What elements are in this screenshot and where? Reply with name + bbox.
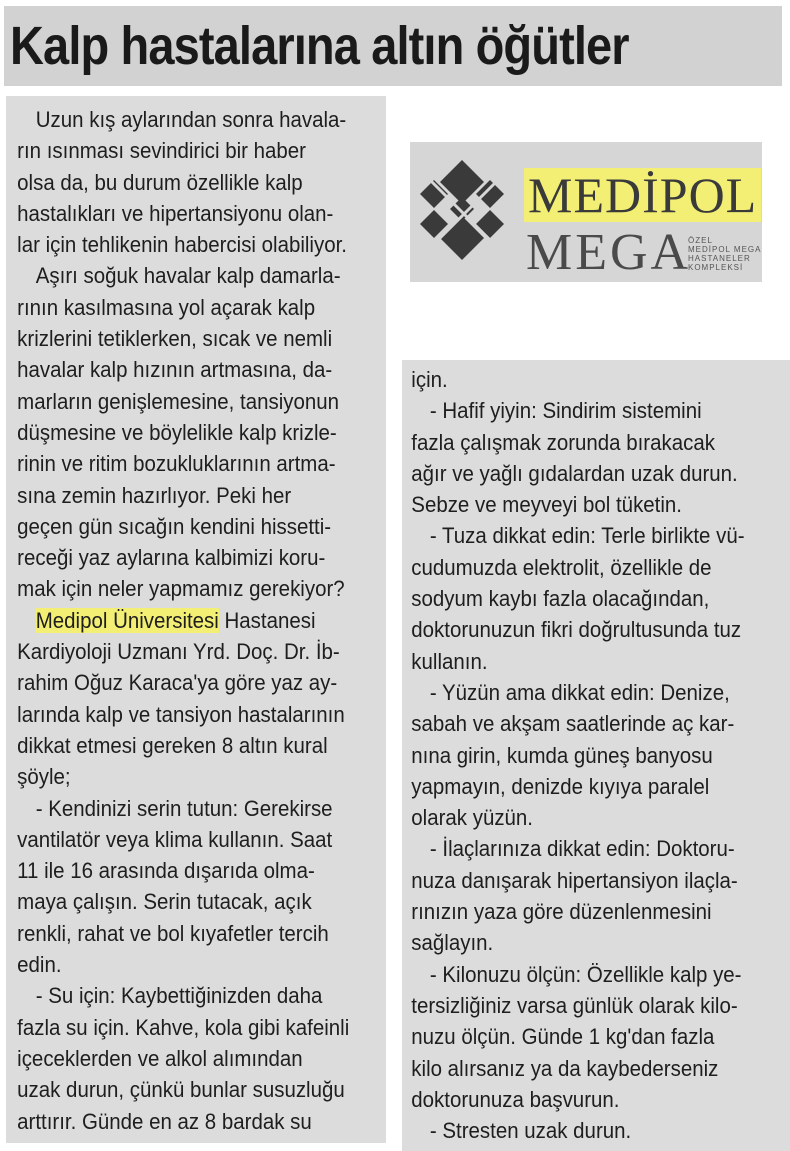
logo-sub-brand: MEGA [526, 224, 692, 281]
rule-watch-salt: - Tuza dikkat edin: Terle birlikte vü- cudumuzda elektrolit, özellikle de sodyum kaybı fazla olacağından, doktorunuzun fikri doğrultusunda tuz kullanın. [411, 523, 745, 674]
article-headline: Kalp hastalarına altın öğütler [10, 16, 629, 76]
rule-weigh-yourself: - Kilonuzu ölçün: Özellikle kalp ye- tersizliğiniz varsa günlük olarak kilo- nuzu ölçün. Günde 1 kg'dan fazla kilo alırsanız ya da kaybederseniz doktorunuza başvurun. [411, 961, 742, 1112]
rule-drink-water: - Su için: Kaybettiğinizden daha fazla su için. Kahve, kola gibi kafeinli içeceklerden ve alkol alımından uzak durun, çünkü bunlar susuzluğu arttırır. Günde en az 8 bardak su [17, 983, 350, 1134]
rule-keep-cool: - Kendinizi serin tutun: Gerekirse vantilatör veya klima kullanın. Saat 11 ile 16 arasında dışarıda olma- maya çalışın. Serin tutacak, açık renkli, rahat ve bol kıyafetler tercih edin. [17, 795, 333, 978]
paragraph-expert [17, 605, 393, 793]
right-text-column [402, 360, 790, 1151]
paragraph-expert-text: Hastanesi Kardiyoloji Uzmanı Yrd. Doç. Dr. İb- rahim Oğuz Karaca'ya göre yaz ay- larında kalp ve tansiyon hastalarının dikkat etmesi gereken 8 altın kural şöyle; [17, 607, 345, 790]
medipol-chevron-logo-icon [410, 142, 520, 282]
logo-tagline-line: HASTANELER [688, 254, 751, 263]
logo-tagline [688, 236, 762, 272]
paragraph-intro: Uzun kış aylarından sonra havala- rın ısınması sevindirici bir haber olsa da, bu durum özellikle kalp hastalıkları ve hipertansiyonu olan- lar için tehlikenin habercisi olabiliyor. [17, 107, 347, 258]
logo-brand-name: MEDİPOL [524, 168, 761, 222]
medipol-mega-logo [410, 142, 762, 282]
left-text-column [6, 96, 386, 1143]
logo-tagline-line: KOMPLEKSİ [688, 263, 744, 272]
highlight-medipol-universitesi: Medipol Üniversitesi [35, 607, 219, 633]
logo-tagline-line: MEDİPOL MEGA [688, 245, 762, 254]
rule-drink-water-continued: için. [411, 367, 448, 392]
rule-medications: - İlaçlarınıza dikkat edin: Doktoru- nuza danışarak hipertansiyon ilaçla- rınızın yaza göre düzenlenmesini sağlayın. [411, 836, 738, 956]
rule-eat-light: - Hafif yiyin: Sindirim sistemini fazla çalışmak zorunda bırakacak ağır ve yağlı gıdalardan uzak durun. Sebze ve meyveyi bol tüketin. [411, 398, 738, 518]
logo-tagline-line: ÖZEL [688, 236, 713, 245]
rule-avoid-stress: - Stresten uzak durun. [429, 1118, 632, 1144]
paragraph-weather-effects: Aşırı soğuk havalar kalp damarla- rının kasılmasına yol açarak kalp krizlerini tetiklerken, sıcak ve nemli havalar kalp hızının artmasına, da- marların genişlemesine, tansiyonun düşmesine ve böylelikle kalp krizle- rinin ve ritim bozukluklarının artma- sına zemin hazırlıyor. Peki her geçen gün sıcağın kendini hissetti- receği yaz aylarına kalbimizi koru- mak için neler yapmamız gerekiyor? [17, 263, 345, 602]
rule-swim-carefully: - Yüzün ama dikkat edin: Denize, sabah ve akşam saatlerinde aç kar- nına girin, kumda güneş banyosu yapmayın, denizde kıyıya paralel olarak yüzün. [411, 679, 735, 831]
